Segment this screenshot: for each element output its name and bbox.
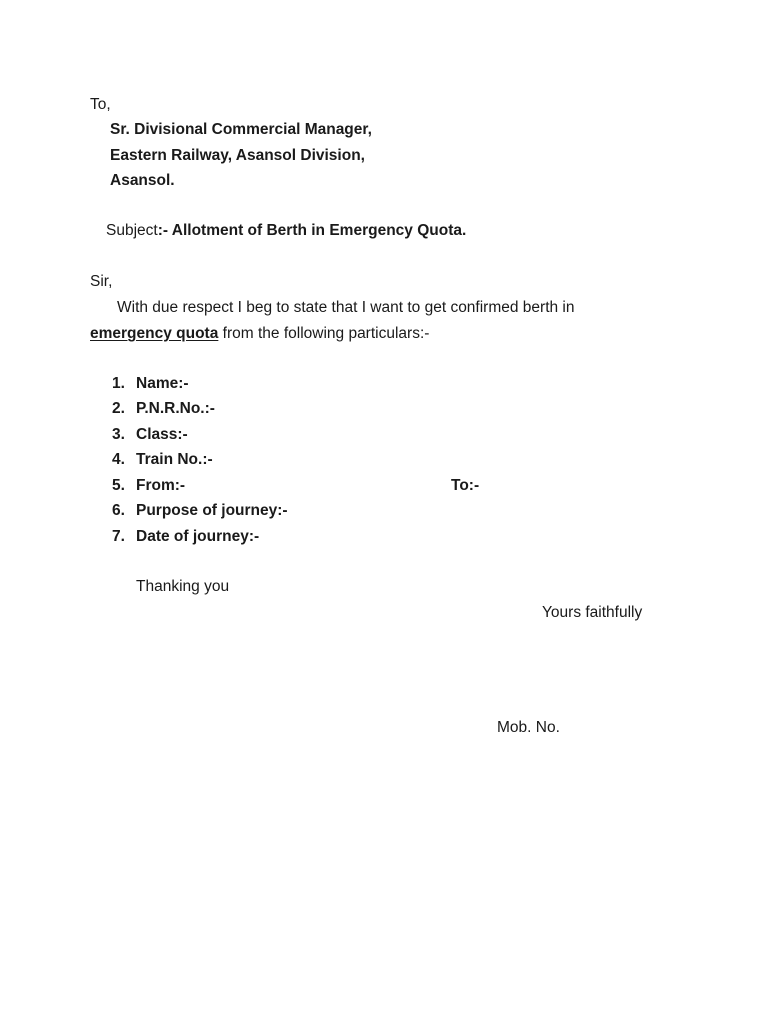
salutation-to: To,	[90, 96, 111, 113]
thanks-line: Thanking you	[136, 578, 230, 595]
closing-line: Yours faithfully	[542, 604, 643, 621]
recipient-line-2: Eastern Railway, Asansol Division,	[110, 147, 365, 164]
particular-item-date: 7. Date of journey:-	[112, 528, 260, 545]
body-line-2	[90, 324, 429, 344]
body-line-2-rest: from the following particulars:-	[218, 325, 430, 342]
recipient-line-1: Sr. Divisional Commercial Manager,	[110, 121, 372, 138]
particular-item-purpose: 6. Purpose of journey:-	[112, 502, 288, 519]
particular-item-pnr: 2. P.N.R.No.:-	[112, 400, 215, 417]
particular-item-class: 3. Class:-	[112, 426, 188, 443]
particular-item-train-no: 4. Train No.:-	[112, 451, 213, 468]
particular-item-name: 1. Name:-	[112, 375, 189, 392]
emphasis-emergency-quota: emergency quota	[90, 325, 219, 342]
subject-label: Subject	[106, 222, 158, 239]
greeting: Sir,	[90, 273, 113, 290]
subject-text: :- Allotment of Berth in Emergency Quota.	[157, 222, 467, 239]
mobile-number-label: Mob. No.	[497, 719, 560, 736]
body-line-1: With due respect I beg to state that I want to get confirmed berth in	[117, 299, 575, 316]
subject-line	[106, 221, 466, 241]
recipient-line-3: Asansol.	[110, 172, 175, 189]
particular-to-field: To:-	[451, 477, 480, 494]
particular-item-from: 5. From:-	[112, 477, 186, 494]
